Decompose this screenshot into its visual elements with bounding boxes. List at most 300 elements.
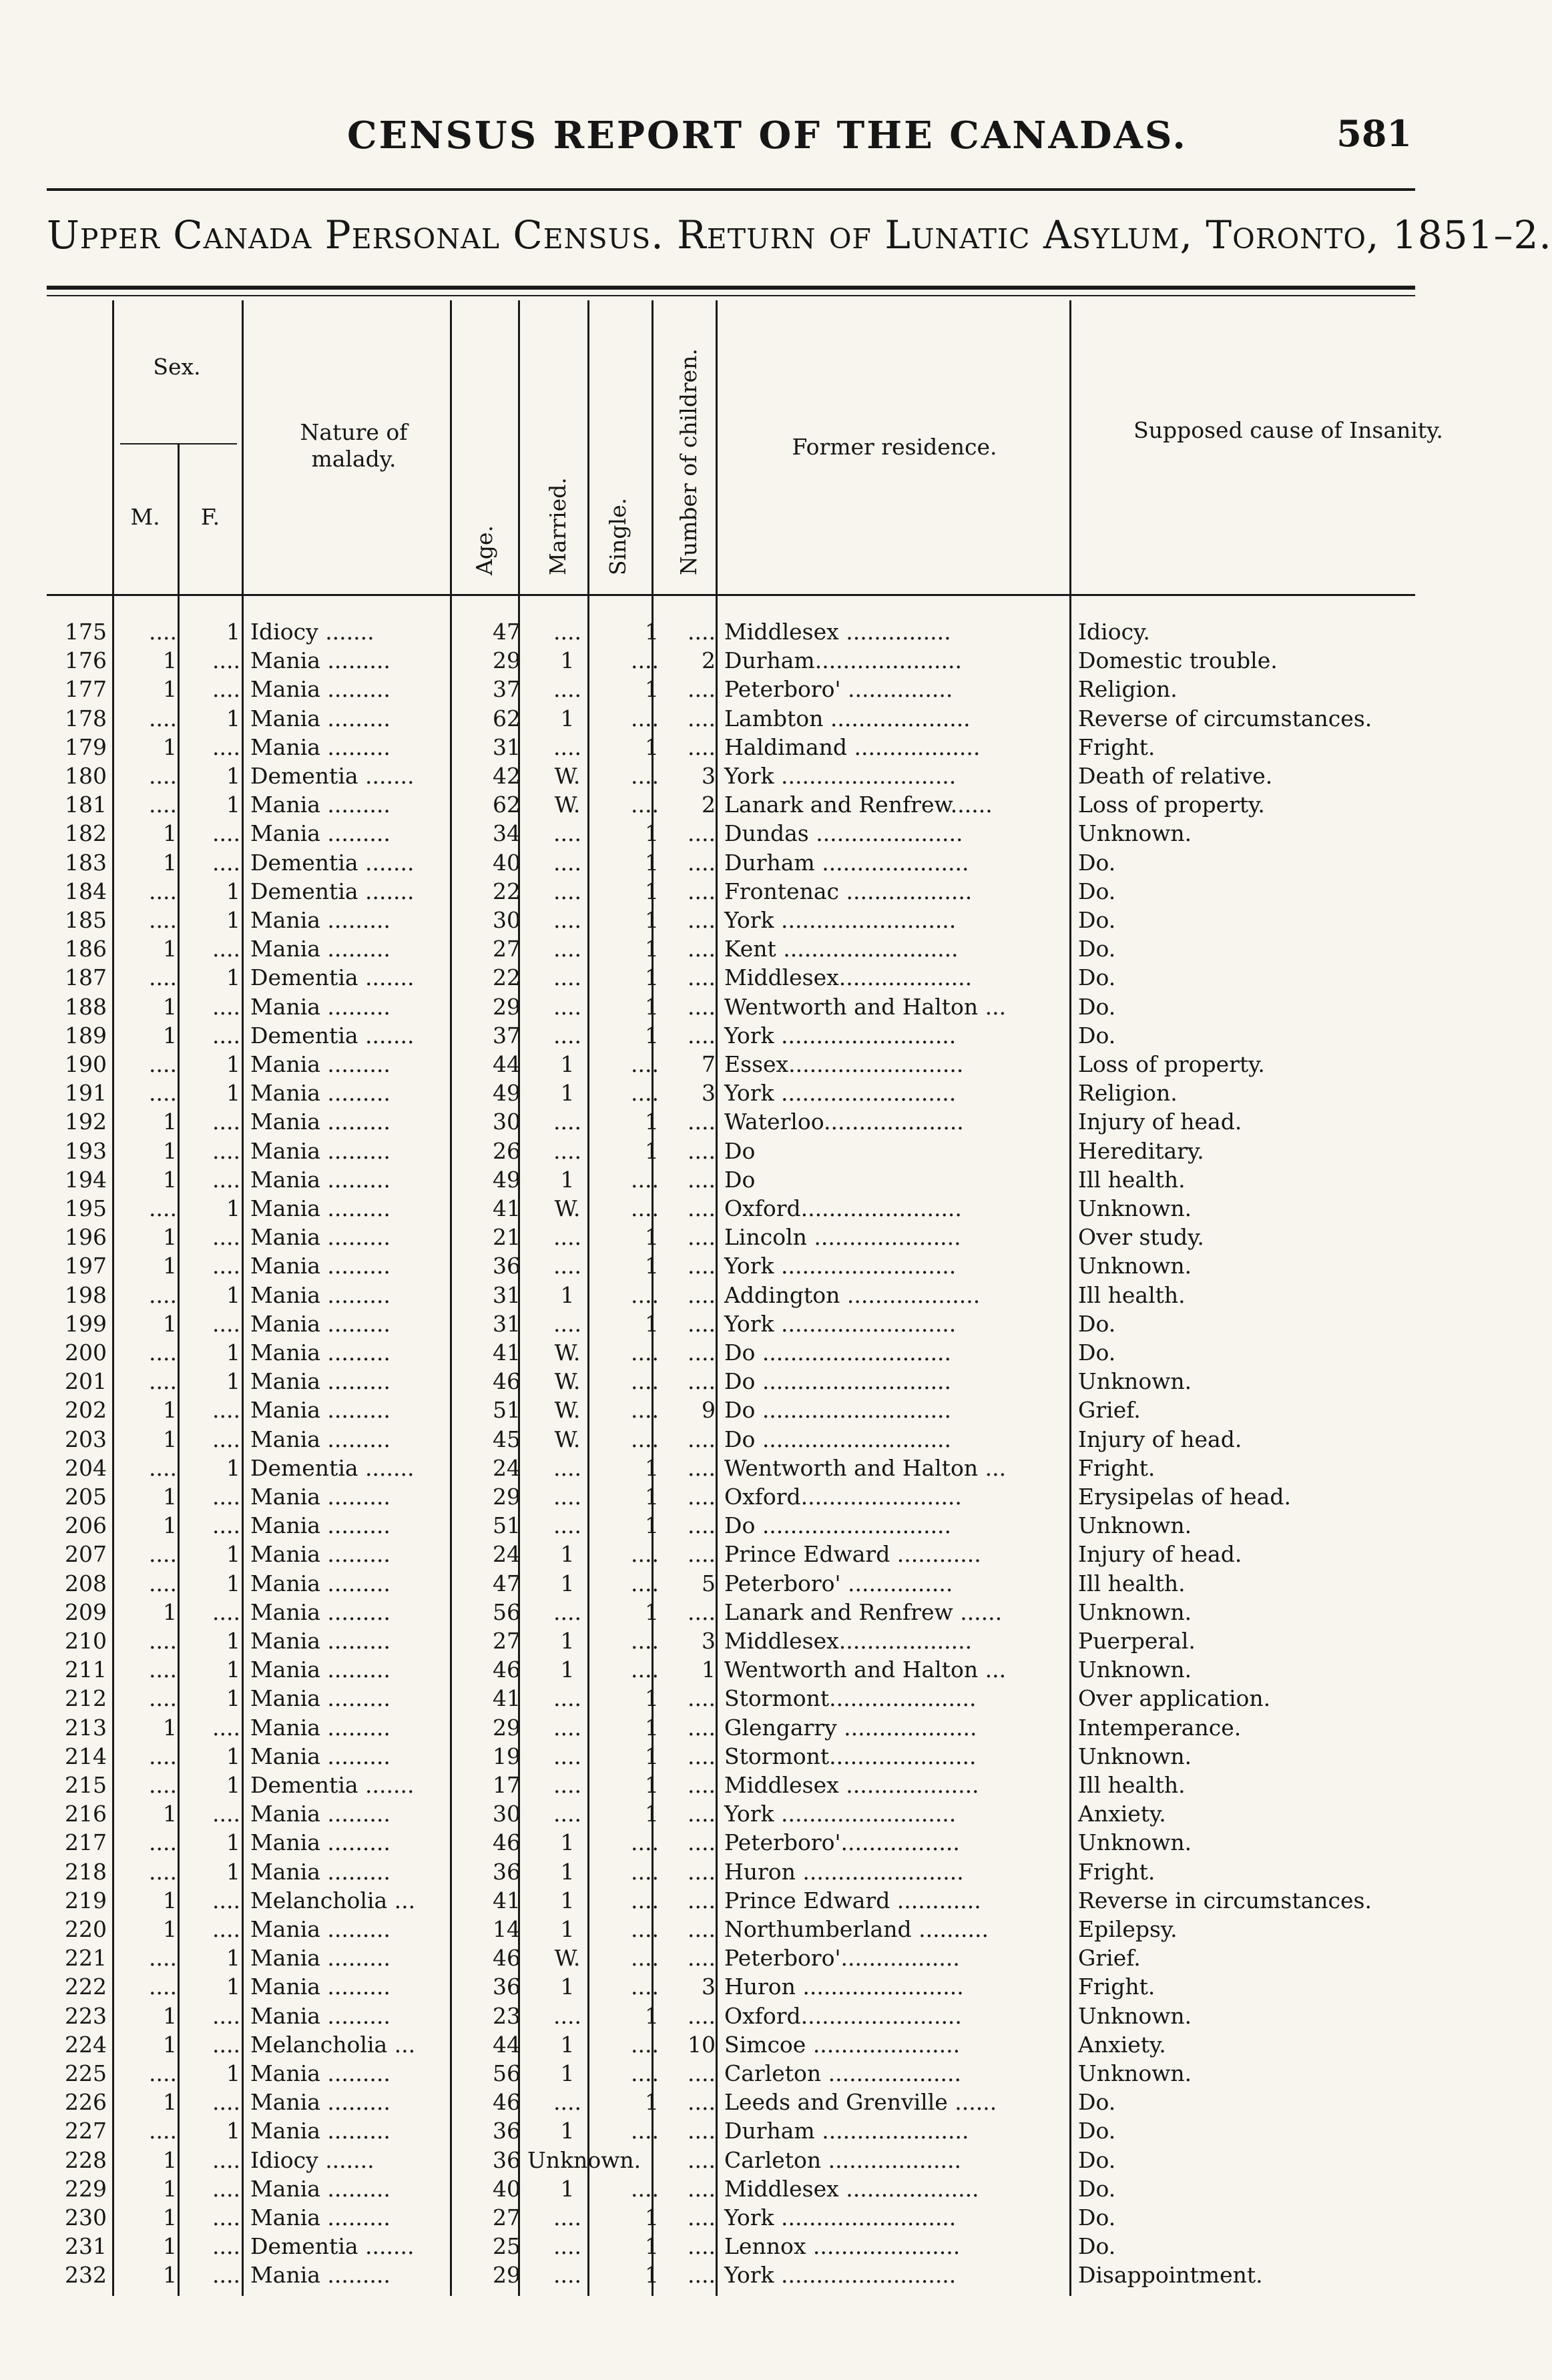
male-count: 1: [163, 647, 177, 674]
residence-cell: York .........................: [724, 763, 957, 789]
married-cell: ....: [553, 1137, 581, 1164]
residence-cell: Frontenac ..................: [724, 878, 973, 904]
table-row: [0, 2232, 1519, 2261]
malady-cell: Mania .........: [250, 907, 391, 933]
age-cell: 44: [493, 1051, 521, 1077]
children-cell: ....: [688, 733, 716, 760]
single-cell: ....: [631, 792, 659, 818]
residence-cell: Dundas .....................: [724, 820, 963, 847]
female-count: ....: [212, 1714, 240, 1741]
female-count: 1: [226, 1628, 240, 1654]
row-number: 222: [65, 1974, 107, 2000]
table-row: [0, 1367, 1519, 1396]
malady-cell: Mania .........: [250, 820, 391, 847]
row-number: 192: [65, 1109, 107, 1135]
residence-cell: Wentworth and Halton ...: [724, 1454, 1007, 1481]
age-cell: 26: [493, 1137, 521, 1164]
table-row: [0, 675, 1519, 703]
male-count: ....: [149, 1685, 177, 1712]
single-cell: ....: [631, 1657, 659, 1683]
male-count: 1: [163, 849, 177, 876]
cause-cell: Over study.: [1078, 1224, 1204, 1251]
residence-cell: Simcoe .....................: [724, 2031, 961, 2058]
age-cell: 49: [493, 1080, 521, 1107]
female-count: 1: [226, 907, 240, 933]
male-count: ....: [149, 1945, 177, 1972]
row-number: 201: [65, 1368, 107, 1395]
single-cell: 1: [645, 1772, 659, 1798]
single-cell: 1: [645, 849, 659, 876]
age-cell: 46: [493, 1945, 521, 1972]
table-row: [0, 1107, 1519, 1136]
children-cell: ....: [688, 1945, 716, 1972]
header-cause: Supposed cause of Insanity.: [1133, 417, 1443, 443]
female-count: ....: [212, 2146, 240, 2173]
single-cell: ....: [631, 1916, 659, 1942]
male-count: 1: [163, 2146, 177, 2173]
female-count: ....: [212, 936, 240, 962]
table-row: [0, 2002, 1519, 2030]
children-cell: 3: [702, 763, 716, 789]
row-number: 195: [65, 1195, 107, 1221]
residence-cell: Do: [724, 1137, 756, 1164]
children-cell: ....: [688, 676, 716, 703]
cause-cell: Do.: [1078, 2175, 1116, 2202]
malady-cell: Mania .........: [250, 1484, 391, 1510]
header-male: M.: [130, 504, 160, 530]
male-count: ....: [149, 1974, 177, 2000]
children-cell: 7: [702, 1051, 716, 1077]
married-cell: 1: [560, 647, 575, 674]
table-row: [0, 733, 1519, 762]
married-cell: ....: [553, 1253, 581, 1279]
female-count: 1: [226, 763, 240, 789]
single-cell: ....: [631, 1368, 659, 1395]
cause-cell: Grief.: [1078, 1945, 1141, 1972]
male-count: ....: [149, 907, 177, 933]
female-count: ....: [212, 1166, 240, 1193]
married-cell: 1: [560, 1051, 575, 1077]
table-row: [0, 1828, 1519, 1857]
married-cell: W.: [554, 1397, 581, 1424]
table-row: [0, 1713, 1519, 1742]
age-cell: 40: [493, 2175, 521, 2202]
cause-cell: Do.: [1078, 2089, 1116, 2116]
age-cell: 51: [493, 1397, 521, 1424]
malady-cell: Mania .........: [250, 1310, 391, 1337]
residence-cell: Glengarry ...................: [724, 1714, 977, 1741]
age-cell: 36: [493, 2118, 521, 2144]
single-cell: 1: [645, 2262, 659, 2289]
married-cell: ....: [553, 2262, 581, 2289]
single-cell: 1: [645, 878, 659, 904]
cause-cell: Injury of head.: [1078, 1426, 1242, 1452]
married-cell: ....: [553, 2089, 581, 2116]
cause-cell: Unknown.: [1078, 1253, 1192, 1279]
age-cell: 24: [493, 1541, 521, 1568]
age-cell: 46: [493, 1368, 521, 1395]
residence-cell: Waterloo....................: [724, 1109, 964, 1135]
married-cell: W.: [554, 1195, 581, 1221]
malady-cell: Mania .........: [250, 1858, 391, 1885]
single-cell: ....: [631, 1281, 659, 1308]
female-count: ....: [212, 2089, 240, 2116]
malady-cell: Dementia .......: [250, 849, 415, 876]
table-row: [0, 1281, 1519, 1309]
married-cell: ....: [553, 1714, 581, 1741]
age-cell: 56: [493, 2060, 521, 2086]
row-number: 231: [65, 2233, 107, 2260]
female-count: ....: [212, 1109, 240, 1135]
married-cell: 1: [560, 1858, 575, 1885]
married-cell: ....: [553, 820, 581, 847]
header-single: Single.: [605, 497, 631, 575]
table-row: [0, 790, 1519, 819]
age-cell: 42: [493, 763, 521, 789]
row-number: 215: [65, 1772, 107, 1798]
children-cell: ....: [688, 619, 716, 645]
single-cell: ....: [631, 1945, 659, 1972]
female-count: ....: [212, 1512, 240, 1539]
age-cell: 37: [493, 676, 521, 703]
age-cell: 36: [493, 1974, 521, 2000]
residence-cell: Lanark and Renfrew......: [724, 792, 993, 818]
row-number: 224: [65, 2031, 107, 2058]
single-cell: 1: [645, 964, 659, 991]
row-number: 212: [65, 1685, 107, 1712]
female-count: 1: [226, 1195, 240, 1221]
residence-cell: York .........................: [724, 1022, 957, 1049]
female-count: ....: [212, 733, 240, 760]
malady-cell: Mania .........: [250, 2089, 391, 2116]
male-count: ....: [149, 763, 177, 789]
row-number: 175: [65, 619, 107, 645]
malady-cell: Mania .........: [250, 1657, 391, 1683]
married-cell: 1: [560, 1281, 575, 1308]
row-number: 177: [65, 676, 107, 703]
children-cell: ....: [688, 1801, 716, 1827]
malady-cell: Mania .........: [250, 1051, 391, 1077]
cause-cell: Reverse of circumstances.: [1078, 705, 1372, 731]
male-count: ....: [149, 1454, 177, 1481]
single-cell: 1: [645, 907, 659, 933]
female-count: ....: [212, 647, 240, 674]
residence-cell: Durham .....................: [724, 849, 969, 876]
header-female: F.: [200, 504, 220, 530]
cause-cell: Grief.: [1078, 1397, 1141, 1424]
female-count: ....: [212, 849, 240, 876]
age-cell: 25: [493, 2233, 521, 2260]
residence-cell: Peterboro' ...............: [724, 676, 953, 703]
single-cell: 1: [645, 2089, 659, 2116]
single-cell: ....: [631, 1541, 659, 1568]
row-number: 230: [65, 2204, 107, 2230]
residence-cell: Middlesex...................: [724, 1628, 973, 1654]
table-top-rule: [47, 286, 1415, 290]
row-number: 193: [65, 1137, 107, 1164]
male-count: 1: [163, 1887, 177, 1913]
row-number: 178: [65, 705, 107, 731]
age-cell: 22: [493, 964, 521, 991]
table-row: [0, 1915, 1519, 1944]
male-count: 1: [163, 1137, 177, 1164]
single-cell: ....: [631, 1974, 659, 2000]
cause-cell: Injury of head.: [1078, 1541, 1242, 1568]
children-cell: ....: [688, 1887, 716, 1913]
single-cell: ....: [631, 1628, 659, 1654]
married-cell: ....: [553, 1484, 581, 1510]
malady-cell: Mania .........: [250, 1224, 391, 1251]
single-cell: ....: [631, 2175, 659, 2202]
single-cell: ....: [631, 1858, 659, 1885]
age-cell: 30: [493, 1801, 521, 1827]
malady-cell: Mania .........: [250, 2262, 391, 2289]
table-row: [0, 2174, 1519, 2203]
male-count: 1: [163, 1224, 177, 1251]
single-cell: ....: [631, 2031, 659, 2058]
children-cell: ....: [688, 993, 716, 1020]
male-count: 1: [163, 1022, 177, 1049]
malady-cell: Mania .........: [250, 705, 391, 731]
female-count: ....: [212, 1137, 240, 1164]
female-count: ....: [212, 1426, 240, 1452]
running-head: [0, 107, 1519, 160]
residence-cell: York .........................: [724, 1253, 957, 1279]
single-cell: 1: [645, 993, 659, 1020]
cause-cell: Anxiety.: [1078, 2031, 1166, 2058]
male-count: 1: [163, 1426, 177, 1452]
cause-cell: Fright.: [1078, 1454, 1155, 1481]
malady-cell: Mania .........: [250, 1397, 391, 1424]
cause-cell: Epilepsy.: [1078, 1916, 1178, 1942]
female-count: ....: [212, 2233, 240, 2260]
married-cell: W.: [554, 1426, 581, 1452]
table-row: [0, 963, 1519, 992]
malady-cell: Mania .........: [250, 1714, 391, 1741]
children-cell: ....: [688, 1858, 716, 1885]
children-cell: ....: [688, 1368, 716, 1395]
table-row: [0, 1251, 1519, 1280]
residence-cell: Do: [724, 1166, 756, 1193]
residence-cell: York .........................: [724, 2204, 957, 2230]
children-cell: ....: [688, 1426, 716, 1452]
residence-cell: Peterboro'.................: [724, 1829, 960, 1856]
page-number: 581: [1336, 112, 1412, 155]
table-row: [0, 1050, 1519, 1079]
age-cell: 45: [493, 1426, 521, 1452]
malady-cell: Mania .........: [250, 1166, 391, 1193]
header-bottom-rule: [47, 594, 1415, 596]
row-number: 204: [65, 1454, 107, 1481]
male-count: ....: [149, 1743, 177, 1769]
residence-cell: Leeds and Grenville ......: [724, 2089, 997, 2116]
age-cell: 47: [493, 1570, 521, 1596]
male-count: 1: [163, 1310, 177, 1337]
married-cell: ....: [553, 1454, 581, 1481]
children-cell: ....: [688, 1512, 716, 1539]
married-cell: 1: [560, 1657, 575, 1683]
residence-cell: Do ...........................: [724, 1512, 952, 1539]
female-count: ....: [212, 2204, 240, 2230]
children-cell: ....: [688, 2175, 716, 2202]
female-count: 1: [226, 1945, 240, 1972]
malady-cell: Dementia .......: [250, 763, 415, 789]
single-cell: 1: [645, 820, 659, 847]
malady-cell: Idiocy .......: [250, 619, 374, 645]
table-row: [0, 1454, 1519, 1482]
male-count: 1: [163, 1512, 177, 1539]
children-cell: ....: [688, 2262, 716, 2289]
table-row: [0, 762, 1519, 790]
married-cell: W.: [554, 763, 581, 789]
male-count: ....: [149, 1080, 177, 1107]
age-cell: 27: [493, 2204, 521, 2230]
single-cell: 1: [645, 936, 659, 962]
malady-cell: Mania .........: [250, 1080, 391, 1107]
table-row: [0, 2261, 1519, 2289]
cause-cell: Unknown.: [1078, 1743, 1192, 1769]
residence-cell: Oxford.......................: [724, 1195, 962, 1221]
male-count: 1: [163, 1397, 177, 1424]
table-row: [0, 2088, 1519, 2116]
married-cell: ....: [553, 1685, 581, 1712]
male-count: ....: [149, 1340, 177, 1366]
married-cell: 1: [560, 1829, 575, 1856]
residence-cell: Do ...........................: [724, 1340, 952, 1366]
male-count: 1: [163, 1253, 177, 1279]
cause-cell: Unknown.: [1078, 1657, 1192, 1683]
cause-cell: Hereditary.: [1078, 1137, 1204, 1164]
male-count: ....: [149, 964, 177, 991]
cause-cell: Fright.: [1078, 1858, 1155, 1885]
male-count: 1: [163, 1109, 177, 1135]
table-row: [0, 1569, 1519, 1598]
table-row: [0, 819, 1519, 848]
table-row: [0, 1742, 1519, 1771]
table-row: [0, 1079, 1519, 1107]
male-count: 1: [163, 1598, 177, 1625]
single-cell: ....: [631, 1166, 659, 1193]
malady-cell: Dementia .......: [250, 1022, 415, 1049]
residence-cell: Oxford.......................: [724, 2002, 962, 2029]
cause-cell: Loss of property.: [1078, 1051, 1265, 1077]
residence-cell: Do ...........................: [724, 1426, 952, 1452]
table-row: [0, 1021, 1519, 1050]
single-cell: 1: [645, 1454, 659, 1481]
female-count: ....: [212, 1253, 240, 1279]
residence-cell: Northumberland ..........: [724, 1916, 989, 1942]
row-number: 217: [65, 1829, 107, 1856]
children-cell: ....: [688, 878, 716, 904]
residence-cell: Lanark and Renfrew ......: [724, 1598, 1003, 1625]
cause-cell: Do.: [1078, 964, 1116, 991]
cause-cell: Do.: [1078, 2146, 1116, 2173]
cause-cell: Unknown.: [1078, 1598, 1192, 1625]
female-count: ....: [212, 1916, 240, 1942]
married-cell: ....: [553, 619, 581, 645]
married-cell: Unknown.: [527, 2146, 641, 2173]
table-row: [0, 1223, 1519, 1251]
children-cell: ....: [688, 1195, 716, 1221]
single-cell: 1: [645, 2233, 659, 2260]
malady-cell: Mania .........: [250, 1916, 391, 1942]
children-cell: ....: [688, 1829, 716, 1856]
children-cell: ....: [688, 1166, 716, 1193]
single-cell: ....: [631, 2060, 659, 2086]
children-cell: ....: [688, 1281, 716, 1308]
row-number: 202: [65, 1397, 107, 1424]
age-cell: 36: [493, 2146, 521, 2173]
male-count: 1: [163, 2204, 177, 2230]
age-cell: 56: [493, 1598, 521, 1625]
male-count: ....: [149, 1772, 177, 1798]
residence-cell: York .........................: [724, 907, 957, 933]
married-cell: ....: [553, 2233, 581, 2260]
age-cell: 21: [493, 1224, 521, 1251]
children-cell: ....: [688, 820, 716, 847]
children-cell: ....: [688, 1484, 716, 1510]
malady-cell: Mania .........: [250, 1829, 391, 1856]
married-cell: W.: [554, 1945, 581, 1972]
married-cell: ....: [553, 733, 581, 760]
cause-cell: Religion.: [1078, 676, 1178, 703]
single-cell: ....: [631, 1887, 659, 1913]
cause-cell: Do.: [1078, 907, 1116, 933]
single-cell: ....: [631, 1051, 659, 1077]
children-cell: ....: [688, 705, 716, 731]
residence-cell: Prince Edward ............: [724, 1541, 981, 1568]
age-cell: 46: [493, 2089, 521, 2116]
married-cell: ....: [553, 2002, 581, 2029]
age-cell: 46: [493, 1829, 521, 1856]
residence-cell: York .........................: [724, 1310, 957, 1337]
children-cell: 3: [702, 1974, 716, 2000]
cause-cell: Do.: [1078, 2233, 1116, 2260]
married-cell: ....: [553, 936, 581, 962]
male-count: 1: [163, 1166, 177, 1193]
female-count: ....: [212, 2031, 240, 2058]
residence-cell: Durham.....................: [724, 647, 962, 674]
female-count: ....: [212, 2262, 240, 2289]
malady-cell: Mania .........: [250, 647, 391, 674]
table-top-rule-thin: [47, 295, 1415, 296]
age-cell: 29: [493, 1484, 521, 1510]
male-count: 1: [163, 2262, 177, 2289]
header-rule: [47, 188, 1415, 191]
age-cell: 29: [493, 993, 521, 1020]
married-cell: ....: [553, 1598, 581, 1625]
children-cell: ....: [688, 907, 716, 933]
single-cell: ....: [631, 763, 659, 789]
married-cell: W.: [554, 792, 581, 818]
residence-cell: Middlesex...................: [724, 964, 973, 991]
table-row: [0, 1137, 1519, 1165]
malady-cell: Mania .........: [250, 2118, 391, 2144]
female-count: ....: [212, 1310, 240, 1337]
row-number: 206: [65, 1512, 107, 1539]
row-number: 219: [65, 1887, 107, 1913]
residence-cell: Stormont.....................: [724, 1685, 977, 1712]
single-cell: ....: [631, 1829, 659, 1856]
children-cell: ....: [688, 1743, 716, 1769]
male-count: ....: [149, 1829, 177, 1856]
table-row: [0, 2146, 1519, 2174]
cause-cell: Unknown.: [1078, 2060, 1192, 2086]
row-number: 191: [65, 1080, 107, 1107]
children-cell: ....: [688, 1714, 716, 1741]
single-cell: 1: [645, 2002, 659, 2029]
female-count: 1: [226, 619, 240, 645]
